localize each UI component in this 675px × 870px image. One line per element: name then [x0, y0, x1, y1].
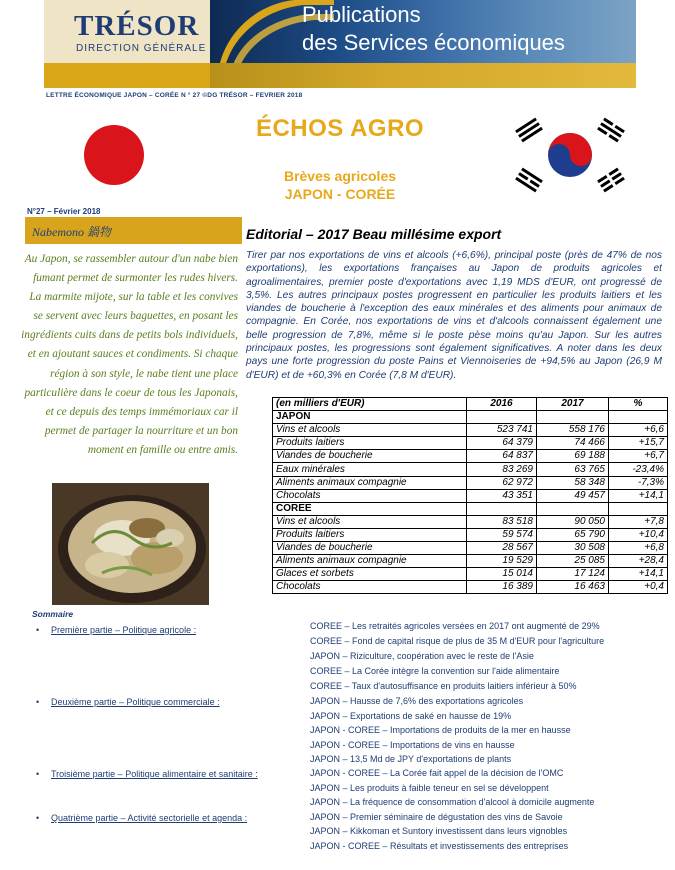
table-row — [273, 542, 668, 555]
table-row — [273, 476, 668, 489]
table-row — [273, 568, 668, 581]
bullet-icon: • — [36, 813, 40, 823]
table-cell: Vins et alcools — [273, 515, 467, 528]
table-cell: 59 574 — [467, 528, 537, 541]
sommaire-item[interactable]: JAPON – Riziculture, coopération avec le reste de l'Asie — [310, 651, 534, 661]
table-row — [273, 528, 668, 541]
sommaire-item[interactable]: JAPON – 13,5 Md de JPY d'exportations de plants — [310, 754, 512, 764]
table-cell: 15 014 — [467, 568, 537, 581]
part-label[interactable]: Troisième partie – Politique alimentaire et sanitaire : — [51, 769, 258, 779]
sommaire-item[interactable]: JAPON - COREE – Importations de vins en hausse — [310, 740, 515, 750]
table-row — [273, 489, 668, 502]
table-cell: Eaux minérales — [273, 463, 467, 476]
table-cell: 17 124 — [537, 568, 609, 581]
sommaire-item[interactable]: JAPON – Les produits à faible teneur en sel se développent — [310, 783, 549, 793]
table-cell: Aliments animaux compagnie — [273, 476, 467, 489]
letter-reference: LETTRE ÉCONOMIQUE JAPON – CORÉE N ° 27 ©DG TRÉSOR – FEVRIER 2018 — [46, 92, 303, 99]
table-cell: Vins et alcools — [273, 424, 467, 437]
part-label[interactable]: Première partie – Politique agricole : — [51, 625, 197, 635]
publication-title-line1: Publications — [302, 2, 421, 27]
table-cell: +14,1 — [609, 489, 668, 502]
table-cell: 30 508 — [537, 542, 609, 555]
table-header-cell: 2016 — [467, 398, 537, 411]
sommaire-item[interactable]: JAPON – Exportations de saké en hausse de 19% — [310, 711, 512, 721]
sommaire-part-4[interactable] — [36, 813, 247, 823]
bullet-icon: • — [36, 625, 40, 635]
table-cell: 25 085 — [537, 555, 609, 568]
table-cell: 523 741 — [467, 424, 537, 437]
sidebar-heading-box — [25, 217, 242, 244]
table-cell: 28 567 — [467, 542, 537, 555]
table-cell: 16 463 — [537, 581, 609, 594]
newsletter-subtitle: Brèves agricoles — [283, 168, 397, 184]
editorial-body: Tirer par nos exportations de vins et alcools (+6,6%), principal poste (près de 47% de nos exportations), les exportations françaises au Japon de produits agricoles et agroalimentaires, premier poste d'exportations avec 1,19 MDS d'EUR, ont progressé de 3,5%. Les autres principaux postes progressent en particulier les produits laitiers et les viandes de boucherie à l'exception des eaux minérales et des aliments pour animaux de compagnie. En Corée, nos exportations de vins et d'alcools connaissent également une belle progression de 7,8%, même si le poste pèse moins qu'au Japon. Sur les autres principaux postes, les progressions sont également significatives. A noter dans les deux pays une forte progression du poste Pains et Viennoiseries de +94,5% au Japon (26,9 M d'EUR) et de +60,3% en Corée (7,8 M d'EUR). — [246, 250, 662, 381]
table-cell: 19 529 — [467, 555, 537, 568]
table-cell: +7,8 — [609, 515, 668, 528]
table-row — [273, 450, 668, 463]
sidebar-heading: Nabemono 鍋物 — [32, 225, 111, 239]
table-cell: Glaces et sorbets — [273, 568, 467, 581]
sommaire-item[interactable]: COREE – Les retraités agricoles versées en 2017 ont augmenté de 29% — [310, 621, 600, 631]
sommaire-item[interactable]: JAPON - COREE – La Corée fait appel de la décision de l'OMC — [310, 768, 564, 778]
table-cell: 62 972 — [467, 476, 537, 489]
table-cell: 65 790 — [537, 528, 609, 541]
table-cell: +6,6 — [609, 424, 668, 437]
newsletter-title: ÉCHOS AGRO — [255, 115, 425, 142]
tresor-logo: TRÉSOR — [74, 10, 200, 42]
table-row — [273, 515, 668, 528]
sidebar-text: Au Japon, se rassembler autour d'un nabe bien fumant permet de surmonter les rudes hivers. La marmite mijote, sur la table et les convives se servent avec leurs baguettes, en posant les ingrédients cuits dans de petits bols individuels, et en ajoutant sauces et condiments. Si chaque région à son style, le nabe tient une place particulière dans le coeur de tous les Japonais, et ce depuis des temps immémoriaux car il permet de partager la nourriture et un bon moment en famille ou entre amis. — [21, 253, 238, 456]
table-cell: +14,1 — [609, 568, 668, 581]
table-cell: Produits laitiers — [273, 528, 467, 541]
korea-flag-icon — [505, 110, 635, 200]
sommaire-item[interactable]: JAPON - COREE – Importations de produits de la mer en hausse — [310, 725, 571, 735]
part-label[interactable]: Quatrième partie – Activité sectorielle et agenda : — [51, 813, 248, 823]
table-cell: 64 837 — [467, 450, 537, 463]
nabe-photo — [52, 483, 209, 605]
table-cell: -7,3% — [609, 476, 668, 489]
table-section-row — [273, 502, 668, 515]
newsletter-countries: JAPON - CORÉE — [284, 186, 396, 202]
banner-lower-strip — [210, 63, 636, 88]
table-cell: Chocolats — [273, 489, 467, 502]
sommaire-item[interactable]: COREE – La Corée intègre la convention sur l'aide alimentaire — [310, 666, 560, 676]
sommaire-part-2[interactable] — [36, 697, 220, 707]
table-cell: Aliments animaux compagnie — [273, 555, 467, 568]
sommaire-item[interactable]: JAPON – Premier séminaire de dégustation des vins de Savoie — [310, 812, 563, 822]
table-cell: Viandes de boucherie — [273, 542, 467, 555]
section-label: COREE — [273, 502, 467, 515]
sommaire-item[interactable]: JAPON - COREE – Résultats et investissements des entreprises — [310, 841, 569, 851]
table-row — [273, 581, 668, 594]
section-label: JAPON — [273, 411, 467, 424]
tresor-logo-subtitle: DIRECTION GÉNÉRALE — [76, 43, 207, 54]
table-section-row — [273, 411, 668, 424]
table-cell: +6,8 — [609, 542, 668, 555]
table-cell: Produits laitiers — [273, 437, 467, 450]
table-cell: 69 188 — [537, 450, 609, 463]
exports-table — [272, 397, 668, 594]
publication-title-line2: des Services économiques — [302, 30, 565, 55]
table-cell: 58 348 — [537, 476, 609, 489]
issue-number: N°27 – Février 2018 — [27, 207, 101, 216]
table-cell: Chocolats — [273, 581, 467, 594]
table-header-cell: (en milliers d'EUR) — [273, 398, 467, 411]
table-header-row — [273, 398, 668, 411]
header-banner — [44, 0, 636, 88]
table-row — [273, 463, 668, 476]
sommaire-item[interactable]: COREE – Fond de capital risque de plus de 35 M d'EUR pour l'agriculture — [310, 636, 605, 646]
table-cell: 64 379 — [467, 437, 537, 450]
table-cell: 83 269 — [467, 463, 537, 476]
sommaire-item[interactable]: JAPON – La fréquence de consommation d'alcool à domicile augmente — [310, 797, 595, 807]
table-header-cell: 2017 — [537, 398, 609, 411]
table-cell: 74 466 — [537, 437, 609, 450]
table-cell: +10,4 — [609, 528, 668, 541]
table-cell: +6,7 — [609, 450, 668, 463]
table-cell: 90 050 — [537, 515, 609, 528]
table-cell: 43 351 — [467, 489, 537, 502]
sommaire-item[interactable]: COREE – Taux d'autosuffisance en produits laitiers inférieur à 50% — [310, 681, 577, 691]
table-row — [273, 437, 668, 450]
sommaire-part-3[interactable] — [36, 769, 258, 779]
bullet-icon: • — [36, 769, 40, 779]
table-cell: 49 457 — [537, 489, 609, 502]
table-cell: +15,7 — [609, 437, 668, 450]
editorial-title: Editorial – 2017 Beau millésime export — [246, 226, 502, 242]
table-cell: 83 518 — [467, 515, 537, 528]
bullet-icon: • — [36, 697, 40, 707]
part-label[interactable]: Deuxième partie – Politique commerciale : — [51, 697, 220, 707]
table-row — [273, 424, 668, 437]
table-cell: -23,4% — [609, 463, 668, 476]
table-cell: Viandes de boucherie — [273, 450, 467, 463]
table-cell: +0,4 — [609, 581, 668, 594]
table-header-cell: % — [609, 398, 668, 411]
japan-flag-icon — [84, 125, 144, 185]
table-cell: 63 765 — [537, 463, 609, 476]
sommaire-title: Sommaire — [32, 609, 74, 619]
table-row — [273, 555, 668, 568]
sommaire-item[interactable]: JAPON – Kikkoman et Suntory investissent dans leurs vignobles — [310, 826, 568, 836]
sommaire-part-1[interactable] — [36, 625, 196, 635]
table-cell: 16 389 — [467, 581, 537, 594]
table-cell: 558 176 — [537, 424, 609, 437]
sommaire-item[interactable]: JAPON – Hausse de 7,6% des exportations agricoles — [310, 696, 524, 706]
table-cell: +28,4 — [609, 555, 668, 568]
